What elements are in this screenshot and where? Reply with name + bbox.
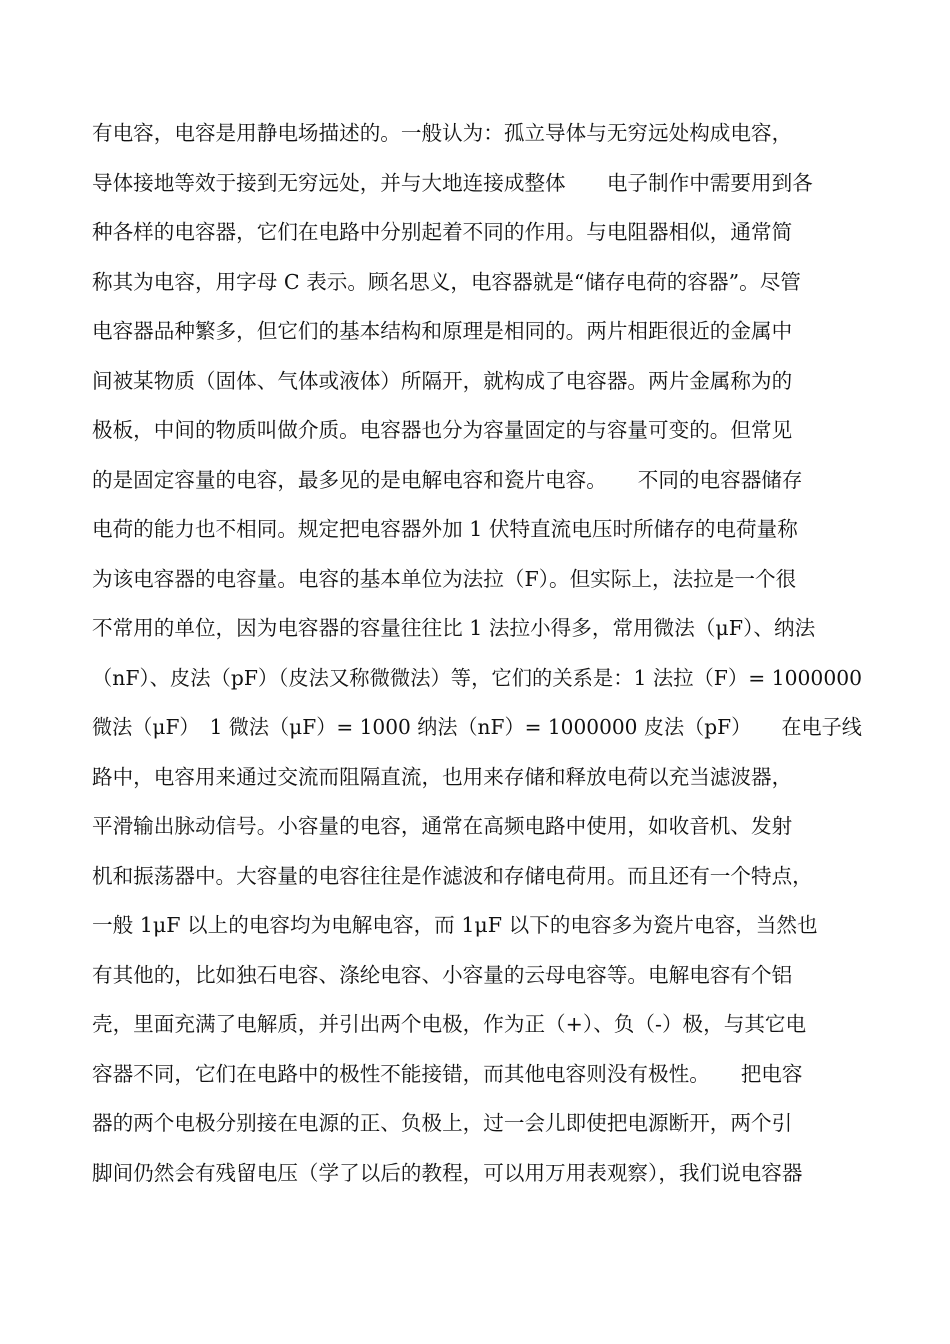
text-line: 平滑输出脉动信号。小容量的电容，通常在高频电路中使用，如收音机、发射 bbox=[92, 814, 793, 838]
text-line: 微法（μF） 1 微法（μF）= 1000 纳法（nF）= 1000000 皮法（pF） 在电子线 bbox=[92, 715, 862, 739]
body-text bbox=[92, 118, 862, 1207]
text-line: 导体接地等效于接到无穷远处，并与大地连接成整体 电子制作中需要用到各 bbox=[92, 170, 813, 195]
text-line: 种各样的电容器，它们在电路中分别起着不同的作用。与电阻器相似，通常简 bbox=[92, 220, 793, 244]
text-line: 壳，里面充满了电解质，并引出两个电极，作为正（+）、负（-）极，与其它电 bbox=[92, 1012, 807, 1036]
text-line: 脚间仍然会有残留电压（学了以后的教程，可以用万用表观察），我们说电容器 bbox=[92, 1160, 803, 1185]
text-line: 一般 1μF 以上的电容均为电解电容，而 1μF 以下的电容多为瓷片电容，当然也 bbox=[92, 913, 818, 937]
text-line: 容器不同，它们在电路中的极性不能接错，而其他电容则没有极性。 把电容 bbox=[92, 1061, 803, 1086]
text-line: 间被某物质（固体、气体或液体）所隔开，就构成了电容器。两片金属称为的 bbox=[92, 368, 793, 393]
text-line: 有电容，电容是用静电场描述的。一般认为：孤立导体与无穷远处构成电容， bbox=[92, 121, 793, 145]
text-line: 称其为电容，用字母 C 表示。顾名思义，电容器就是“储存电荷的容器”。尽管 bbox=[92, 269, 801, 294]
text-line: 电容器品种繁多，但它们的基本结构和原理是相同的。两片相距很近的金属中 bbox=[92, 319, 793, 343]
text-line: 路中，电容用来通过交流而阻隔直流，也用来存储和释放电荷以充当滤波器， bbox=[92, 764, 793, 789]
text-line: 器的两个电极分别接在电源的正、负极上，过一会儿即使把电源断开，两个引 bbox=[92, 1111, 793, 1135]
text-line: 极板，中间的物质叫做介质。电容器也分为容量固定的与容量可变的。但常见 bbox=[92, 418, 793, 442]
text-line: 电荷的能力也不相同。规定把电容器外加 1 伏特直流电压时所储存的电荷量称 bbox=[92, 517, 798, 541]
text-line: 机和振荡器中。大容量的电容往往是作滤波和存储电荷用。而且还有一个特点， bbox=[92, 863, 813, 888]
text-line: 有其他的，比如独石电容、涤纶电容、小容量的云母电容等。电解电容有个铝 bbox=[92, 962, 793, 987]
text-line: 的是固定容量的电容，最多见的是电解电容和瓷片电容。 不同的电容器储存 bbox=[92, 467, 803, 492]
text-line: 不常用的单位，因为电容器的容量往往比 1 法拉小得多，常用微法（μF）、纳法 bbox=[92, 616, 816, 640]
text-line: 为该电容器的电容量。电容的基本单位为法拉（F）。但实际上，法拉是一个很 bbox=[92, 566, 797, 591]
text-line: （nF）、皮法（pF）（皮法又称微微法）等，它们的关系是：1 法拉（F）= 1000000 bbox=[92, 665, 863, 690]
